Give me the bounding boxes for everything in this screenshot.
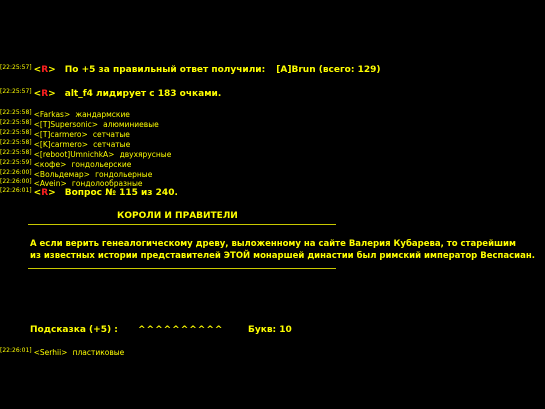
user-nick: <[K]carmero> — [33, 140, 89, 149]
answer-text: пластиковые — [72, 348, 125, 357]
user-nick: <[reboot]UmnichkA> — [33, 150, 115, 159]
hint-label: Подсказка (+5) : — [30, 325, 118, 335]
bot-nick-open: < — [33, 65, 42, 75]
answer-text: сетчатые — [93, 140, 131, 149]
user-nick: <кофе> — [33, 160, 67, 169]
timestamp: [22:25:57] — [0, 87, 32, 95]
timestamp: [22:26:00] — [0, 177, 32, 185]
timestamp: [22:25:58] — [0, 148, 32, 156]
chat-line-question-header — [0, 182, 178, 198]
answer-text: сетчатые — [92, 130, 130, 139]
answer-text: гондолообразные — [71, 179, 143, 188]
answer-text: гондольерские — [71, 160, 132, 169]
timestamp: [22:25:59] — [0, 158, 32, 166]
hint-letter-count: Букв: 10 — [248, 325, 292, 335]
answer-text: гондольерные — [95, 170, 153, 179]
user-nick: <Serhii> — [33, 348, 68, 357]
user-nick: <[T]Supersonic> — [33, 120, 99, 129]
category-text: КОРОЛИ И ПРАВИТЕЛИ — [117, 211, 238, 221]
question-text — [30, 238, 535, 262]
answer-text: алюминиевые — [103, 120, 159, 129]
timestamp: [22:25:57] — [0, 63, 32, 71]
question-line: из известных истории представителей ЭТОЙ монаршей династии был римский император Веспасиан. — [30, 251, 535, 261]
bot-nick-close: > — [48, 89, 56, 99]
bot-nick: R — [41, 89, 49, 99]
hint-mask: ^^^^^^^^^^ — [138, 325, 224, 335]
hint-mask-wrap — [138, 319, 223, 335]
score-message: По +5 за правильный ответ получили: — [64, 65, 266, 75]
question-number: Вопрос № 115 из 240. — [64, 188, 178, 198]
answer-text: двухярусные — [119, 150, 172, 159]
user-nick: <Farkas> — [33, 110, 71, 119]
user-nick: <Вольдемар> — [33, 170, 90, 179]
timestamp: [22:25:58] — [0, 118, 32, 126]
hint-letters-wrap — [248, 319, 292, 335]
timestamp: [22:25:58] — [0, 108, 32, 116]
question-line: А если верить генеалогическому древу, выложенному на сайте Валерия Кубарева, то старейшим — [30, 239, 516, 249]
chat-line-leader — [0, 83, 221, 99]
question-category — [117, 205, 238, 221]
hint-line — [30, 319, 118, 335]
bot-nick-open: < — [33, 89, 42, 99]
divider-bottom — [28, 268, 336, 269]
bot-nick: R — [41, 188, 49, 198]
divider-top — [28, 224, 336, 225]
score-winner: [A]Brun (всего: 129) — [276, 65, 381, 75]
bot-nick-open: < — [33, 188, 42, 198]
leader-message: alt_f4 лидирует с 183 очками. — [64, 89, 222, 99]
answer-text: жандармские — [75, 110, 130, 119]
timestamp: [22:25:58] — [0, 138, 32, 146]
timestamp: [22:26:01] — [0, 346, 32, 354]
bot-nick-close: > — [48, 188, 56, 198]
user-nick: <Avein> — [33, 179, 67, 188]
timestamp: [22:26:01] — [0, 186, 32, 194]
bot-nick: R — [41, 65, 49, 75]
chat-line-answer — [0, 342, 124, 358]
chat-line-score — [0, 59, 381, 75]
bot-nick-close: > — [48, 65, 56, 75]
user-nick: <[T]carmero> — [33, 130, 88, 139]
timestamp: [22:25:58] — [0, 128, 32, 136]
timestamp: [22:26:00] — [0, 168, 32, 176]
